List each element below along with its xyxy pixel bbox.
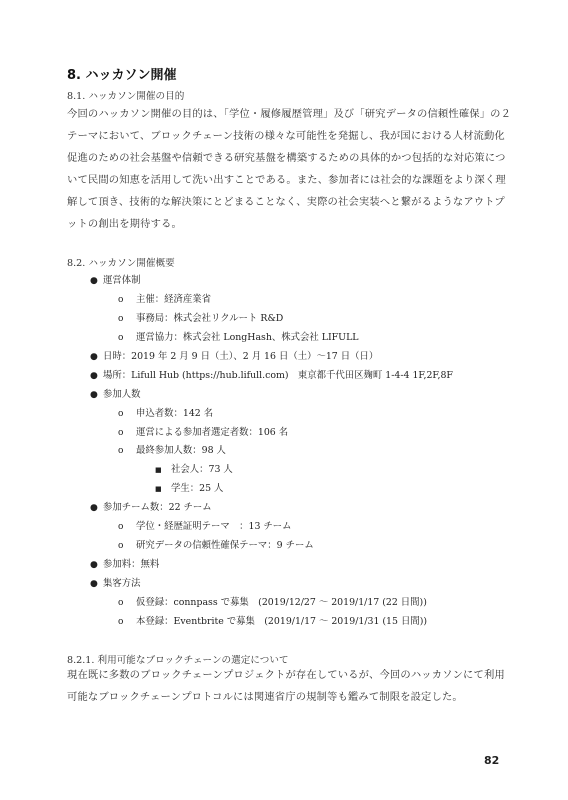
paragraph-line: いて民間の知恵を活用して洗い出すことである。また、参加者には社会的な課題をより深く理 bbox=[67, 174, 506, 186]
square-bullet-icon: ■ bbox=[155, 485, 162, 493]
list-item-selected: 運営による参加者選定者数：106 名 bbox=[136, 427, 289, 438]
sub-bullet-icon: o bbox=[118, 295, 124, 305]
list-item-support: 運営協力：株式会社 LongHash、株式会社 LIFULL bbox=[136, 332, 359, 343]
list-item-office: 事務局：株式会社リクルート R&D bbox=[136, 313, 284, 324]
sub-bullet-icon: o bbox=[118, 409, 124, 419]
sub-bullet-icon: o bbox=[118, 314, 124, 324]
list-item-teams: 参加チーム数：22 チーム bbox=[103, 502, 212, 513]
purpose-paragraph bbox=[67, 103, 512, 235]
bullet-icon: ● bbox=[90, 503, 98, 513]
bullet-icon: ● bbox=[90, 390, 98, 400]
sub-bullet-icon: o bbox=[118, 598, 124, 608]
list-item-fee: 参加料：無料 bbox=[103, 559, 160, 570]
list-item-place: 場所：Lifull Hub (https://hub.lifull.com) 東京都千代田区麹町 1-4-4 1F,2F,8F bbox=[103, 370, 453, 381]
sub-bullet-icon: o bbox=[118, 428, 124, 438]
bullet-icon: ● bbox=[90, 371, 98, 381]
page-number: 82 bbox=[484, 754, 500, 767]
subsection-title-purpose: 8.1. ハッカソン開催の目的 bbox=[67, 91, 185, 102]
paragraph-line: 今回のハッカソン開催の目的は、「学位・履修履歴管理」及び「研究データの信頼性確保」の２ bbox=[67, 108, 512, 120]
list-item-team-research: 研究データの信頼性確保テーマ：9 チーム bbox=[136, 540, 314, 551]
list-item-org: 運営体制 bbox=[103, 275, 141, 286]
paragraph-line: 促進のための社会基盤や信頼できる研究基盤を構築するための具体的かつ包括的な対応策につ bbox=[67, 152, 506, 164]
sub-bullet-icon: o bbox=[118, 333, 124, 343]
list-item-participants: 参加人数 bbox=[103, 389, 141, 400]
list-item-students: 学生：25 人 bbox=[171, 483, 224, 494]
sub-bullet-icon: o bbox=[118, 617, 124, 627]
subsection-title-overview: 8.2. ハッカソン開催概要 bbox=[67, 258, 175, 269]
list-item-applicants: 申込者数：142 名 bbox=[136, 408, 214, 419]
section-heading: 8. ハッカソン開催 bbox=[67, 68, 177, 83]
paragraph-line: テーマにおいて、ブロックチェーン技術の様々な可能性を発掘し、我が国における人材流動化 bbox=[67, 130, 505, 142]
blockchain-paragraph bbox=[67, 664, 507, 708]
list-item-final: 最終参加人数：98 人 bbox=[136, 445, 226, 456]
list-item-host: 主催：経済産業省 bbox=[136, 294, 212, 305]
paragraph-line: ットの創出を期待する。 bbox=[67, 218, 182, 230]
list-item-date: 日時：2019 年 2 月 9 日（土）、2 月 16 日（土）～17 日（日） bbox=[103, 351, 379, 362]
bullet-icon: ● bbox=[90, 352, 98, 362]
square-bullet-icon: ■ bbox=[155, 466, 162, 474]
list-item-eventbrite: 本登録：Eventbrite で募集 (2019/1/17 ～ 2019/1/31 (15 日間)) bbox=[136, 616, 428, 627]
bullet-icon: ● bbox=[90, 276, 98, 286]
bullet-icon: ● bbox=[90, 579, 98, 589]
list-item-connpass: 仮登録：connpass で募集 (2019/12/27 ～ 2019/1/17 (22 日間)) bbox=[136, 597, 427, 608]
bullet-icon: ● bbox=[90, 560, 98, 570]
sub-bullet-icon: o bbox=[118, 541, 124, 551]
subsection-title-blockchain: 8.2.1. 利用可能なブロックチェーンの選定について bbox=[67, 655, 289, 666]
paragraph-line: 現在既に多数のブロックチェーンプロジェクトが存在しているが、今回のハッカソンにて利用 bbox=[67, 669, 505, 681]
sub-bullet-icon: o bbox=[118, 522, 124, 532]
paragraph-line: 解して頂き、技術的な解決策にとどまることなく、実際の社会実装へと繋がるようなアウトプ bbox=[67, 196, 505, 208]
list-item-recruit: 集客方法 bbox=[103, 578, 141, 589]
sub-bullet-icon: o bbox=[118, 446, 124, 456]
list-item-team-degree: 学位・経歴証明テーマ ：13 チーム bbox=[136, 521, 292, 532]
list-item-workers: 社会人：73 人 bbox=[171, 464, 233, 475]
paragraph-line: 可能なブロックチェーンプロトコルには関連省庁の規制等も鑑みて制限を設定した。 bbox=[67, 691, 463, 703]
